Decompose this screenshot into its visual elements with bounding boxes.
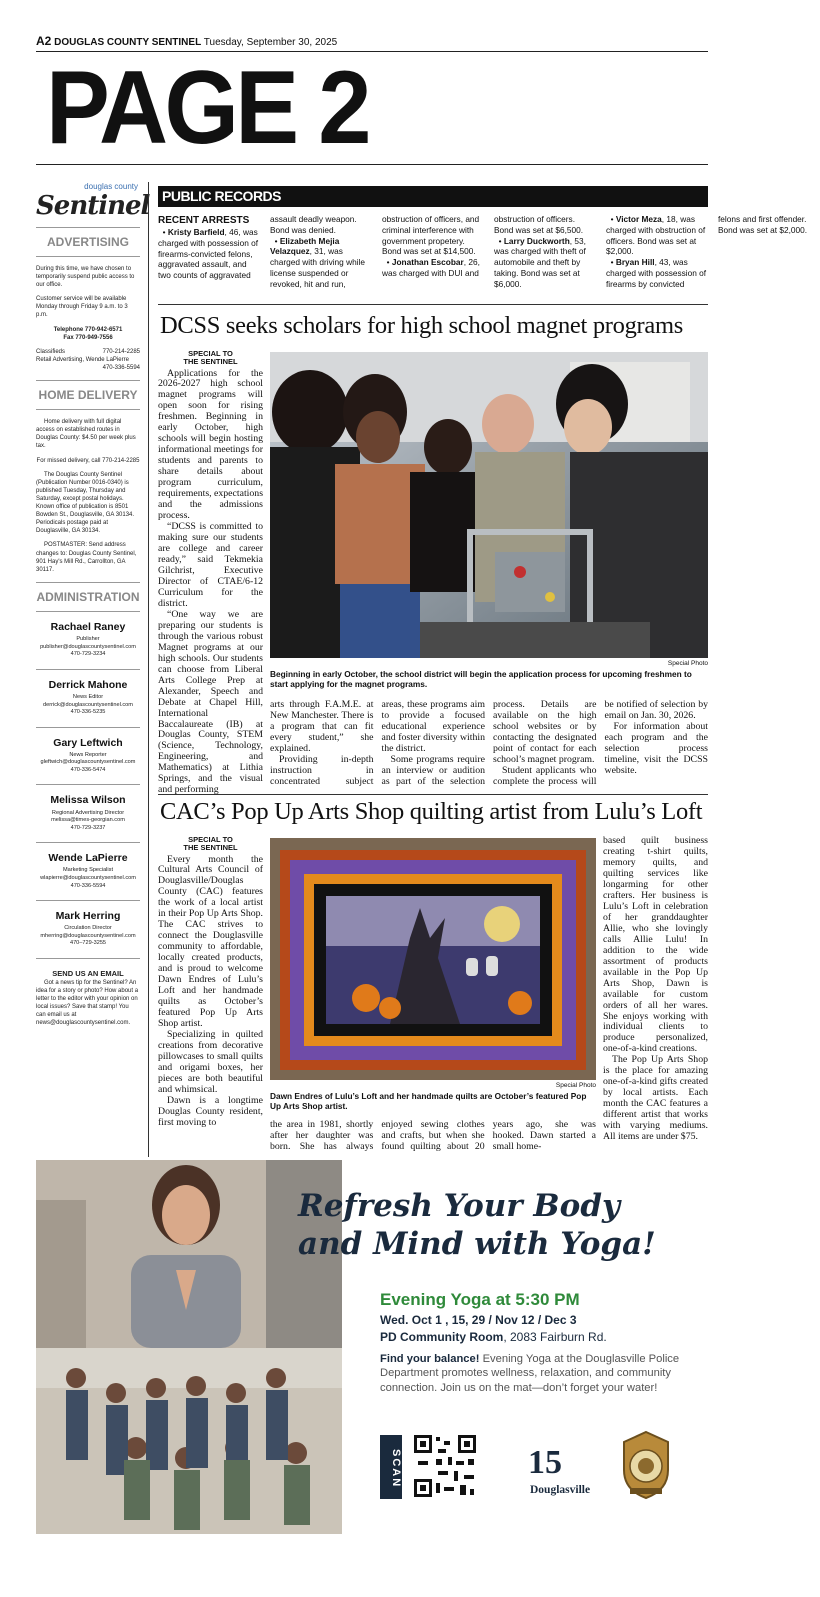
douglasville-logo-text: Douglasville: [530, 1484, 591, 1496]
staff-name: Mark Herring: [55, 910, 121, 923]
publication-info: The Douglas County Sentinel (Publication Number 0016-0340) is published Tuesday, Thursday and Saturday, except postal holidays. Known office of publication is 8501 Bowden St., Douglasville, GA 30134. Periodicals postage paid at Douglasville, GA 30134.: [36, 471, 135, 535]
public-records-banner: PUBLIC RECORDS: [158, 186, 708, 207]
police-badge-icon: [620, 1430, 672, 1500]
staff-email[interactable]: publisher@douglascountysentinel.com: [40, 643, 136, 650]
header-divider: [36, 164, 708, 165]
staff-entry: [36, 901, 140, 959]
staff-entry: [36, 728, 140, 786]
police-badge-graphic: [620, 1430, 672, 1500]
ad-event-time: Evening Yoga at 5:30 PM: [380, 1290, 580, 1309]
yoga-group-photo: [36, 1348, 342, 1534]
arrest-text: , 26, was charged with DUI and obstruction of officers. Bond was set at $6,500.: [382, 214, 584, 278]
students-robotics-photo: [270, 352, 708, 658]
page-title: PAGE 2: [46, 50, 368, 166]
students-robotics-image: [270, 352, 708, 658]
advertising-notice: During this time, we have chosen to temporarily suspend public access to our office.: [36, 265, 135, 289]
story1-paragraph: For information about each program and the selection process timeline, visit the DCSS website.: [604, 720, 708, 776]
staff-entry: [36, 612, 140, 670]
staff-phone: 470–729-3255: [69, 940, 107, 947]
missed-delivery: For missed delivery, call 770-214-2285: [36, 457, 140, 464]
arrest-entry: • Jonathan Escobar, 26, was charged with DUI and obstruction of officers. Bond was set at $6,500.: [382, 214, 584, 278]
ad-description-text: Evening Yoga at the Douglasville Police Department promotes wellness, relaxation, and community connection. Join us on the mat—don’t forget your water!: [380, 1353, 680, 1394]
halloween-quilt-image: [270, 838, 596, 1080]
arrest-entry: • Larry Duckworth, 53, was charged with theft of automobile and theft by taking. Bond was set at $6,000.: [494, 235, 586, 289]
story2-paragraph: The Pop Up Arts Shop is the place for amazing one-of-a-kind gifts created by local artists. Each month the CAC features a different artist that works with varying mediums. All items are under $75.: [603, 1054, 708, 1143]
arrest-text: , 46, was charged with possession of firearms-convicted felons, aggravated assault, and two counts of aggravated assault deadly weapon. Bond was denied.: [158, 214, 357, 281]
staff-title: News Reporter: [69, 751, 107, 758]
staff-email[interactable]: mherring@douglascountysentinel.com: [40, 932, 136, 939]
arrest-entry: • Elizabeth Mejia Velazquez, 31, was charged with driving while license suspended or revoked, hit and run, obstruction of officers, and criminal interference with government propetery. Bond was set at $14,500.: [270, 214, 480, 289]
staff-email[interactable]: gleftwich@douglascountysentinel.com: [40, 759, 136, 766]
arrest-entry: • Kristy Barfield, 46, was charged with possession of firearms-convicted felons, aggravated assault, and two counts of aggravated assault deadly weapon. Bond was denied.: [158, 214, 357, 281]
staff-title: News Editor: [72, 693, 104, 700]
retail-label: Retail Advertising, Wende LaPierre: [36, 356, 129, 363]
story2-paragraph: based quilt business creating t-shirt quilts, memory quilts, and quilting services like longarming for other crafters. Her business is Lulu’s Loft in celebration of her granddaughter Allie, who she lovingly calls Allie Lulu! In addition to the wide assortment of products available in the Pop Up Arts Shop, Dawn is available for custom orders of all her wares. She enjoys working with individual clients to produce personalized, one-of-a-kind creations.: [603, 835, 708, 1055]
story1-paragraph: “DCSS is committed to making sure our students are college and career ready,” said Tekmekia Gilchrist, Executive Director of CTAE/6-12 Curriculum for the district.: [158, 521, 263, 609]
ad-description: [380, 1352, 690, 1395]
ad-location-name: PD Community Room: [380, 1330, 504, 1344]
ad-headline: [298, 1188, 718, 1264]
staff-name: Melissa Wilson: [50, 794, 126, 807]
scan-label: SCAN: [380, 1435, 402, 1499]
arrest-text: , 31, was charged with driving while license suspended or revoked, hit and run, obstruction of officers, and criminal interference with government propetery. Bond was set at $14,500.: [270, 214, 480, 289]
story1-byline-1: SPECIAL TO: [188, 349, 233, 358]
arrest-name: Jonathan Escobar: [391, 257, 464, 268]
staff-title: Regional Advertising Director: [51, 809, 125, 816]
issue-date: Tuesday, September 30, 2025: [203, 37, 338, 48]
recent-arrests-heading: RECENT ARRESTS: [158, 215, 250, 226]
staff-entry: [36, 785, 140, 843]
story1-paragraph: arts through F.A.M.E. at New Manchester. There is a program that can fit every student,” she explained.: [270, 699, 374, 754]
story2-paragraph: the area in 1981, shortly after her daughter was born. She has always enjoyed sewing clothes and crafts, but when she found quilting about 20 years ago, she was hooked. Dawn started a small home-: [270, 1119, 596, 1152]
classifieds-line: [36, 348, 140, 356]
staff-phone: 470-336-5474: [70, 766, 106, 773]
retail-phone: 470-336-5594: [102, 364, 140, 371]
paper-name: DOUGLAS COUNTY SENTINEL: [54, 37, 202, 48]
yoga-group-image: [36, 1348, 342, 1534]
arrest-text: , 53, was charged with theft of automobile and theft by taking. Bond was set at $6,000.: [494, 235, 586, 289]
email-heading: SEND US AN EMAIL: [52, 968, 124, 978]
arrest-name: Victor Meza: [615, 214, 662, 224]
customer-service-hours: Customer service will be available Monday through Friday 9 a.m. to 3 p.m.: [36, 296, 128, 319]
arrest-text: , 18, was charged with obstruction of officers. Bond was set at $2,000.: [606, 214, 706, 257]
staff-phone: 470-336-5594: [70, 882, 106, 889]
public-records-body: [158, 214, 808, 300]
staff-name: Gary Leftwich: [53, 736, 123, 749]
logo-tagline: douglas county: [84, 182, 138, 191]
story1-byline-2: THE SENTINEL: [183, 357, 238, 367]
story2-paragraph: Every month the Cultural Arts Council of Douglasville/Douglas County (CAC) features the work of a local artist in their Pop Up Arts Shop. The CAC strives to connect the Douglasville community to affordable, locally created products, and is proud to welcome Dawn Endres of Lulu’s Loft and her handmade quilts as October’s featured Pop Up Arts Shop artist.: [158, 853, 263, 1030]
administration-heading: ADMINISTRATION: [36, 582, 140, 612]
staff-entry: [36, 843, 140, 901]
story1-paragraph: “One way we are preparing our students is through the various robust Magnet programs at our high schools. Our students can choose from Liberal Arts College Prep at Alexander, Speech and Debate at Chapel Hill, International Baccalaureate (IB) at Douglas County, STEM (Science, Technology, Engineering, and Mathematics) at Lithia Springs, and the visual and performing: [158, 608, 263, 796]
staff-name: Derrick Mahone: [48, 678, 128, 691]
story2-headline[interactable]: CAC’s Pop Up Arts Shop quilting artist from Lulu’s Loft: [160, 798, 703, 825]
section-divider: [158, 794, 708, 795]
classifieds-label: Classifieds: [36, 348, 66, 355]
story1-caption: Beginning in early October, the school district will begin the application process for upcoming freshmen to start applying for the magnet programs.: [270, 669, 692, 690]
email-body: Got a news tip for the Sentinel? An idea for a story or photo? How about a letter to the editor with your opinion on local issues? Save that stamp! You can email us at news@douglascountysentinel.com.: [36, 979, 139, 1027]
arrest-entry: • Victor Meza, 18, was charged with obstruction of officers. Bond was set at $2,000.: [606, 214, 706, 257]
fax: Fax 770-949-7556: [63, 334, 113, 341]
yoga-woman-image: [36, 1160, 342, 1348]
story1-first-column: [158, 349, 264, 796]
sentinel-logo: Sentinel: [36, 190, 150, 221]
yoga-woman-photo: [36, 1160, 342, 1348]
story2-paragraph: Specializing in quilted creations from decorative pillowcases to small quilts and origami boxes, her pieces are both beautiful and whimsical.: [158, 1029, 263, 1095]
staff-phone: 470-336-5235: [70, 709, 106, 716]
story2-photo-credit: Special Photo: [555, 1082, 596, 1089]
arrest-text: , 43, was charged with possession of firearms by convicted felons and first offender. Bond was set at $2,000.: [606, 214, 808, 289]
ad-description-lead: Find your balance!: [380, 1353, 480, 1365]
qr-code-graphic: [414, 1435, 476, 1497]
staff-name: Rachael Raney: [50, 620, 126, 633]
staff-email[interactable]: melissa@times-georgian.com: [51, 817, 125, 824]
story1-paragraph: Some programs require an interview or audition as part of the selection process. Details are available on the high school websites or by contacting the designated point of contact for each school’s magnet program.: [381, 699, 597, 787]
arrest-name: Bryan Hill: [615, 257, 655, 268]
story1-continued-columns: [270, 700, 708, 790]
ad-dates: Wed. Oct 1 , 15, 29 / Nov 12 / Dec 3: [380, 1313, 577, 1327]
qr-code-icon[interactable]: [414, 1435, 476, 1497]
ad-location-address: , 2083 Fairburn Rd.: [503, 1330, 607, 1344]
sidebar: [36, 182, 150, 1157]
ad-headline-line1: Refresh Your Body: [298, 1188, 621, 1224]
story2-byline-1: SPECIAL TO: [188, 835, 233, 844]
story2-continued-columns: [270, 1120, 596, 1156]
home-delivery-heading: HOME DELIVERY: [36, 380, 140, 410]
story2-caption: Dawn Endres of Lulu’s Loft and her handmade quilts are October’s featured Pop Up Arts Shop artist.: [270, 1091, 587, 1112]
arrest-name: Larry Duckworth: [503, 235, 570, 246]
staff-phone: 470-729-3237: [70, 824, 106, 831]
staff-title: Circulation Director: [64, 925, 112, 932]
arrest-entry: • Bryan Hill, 43, was charged with possession of firearms by convicted felons and first offender. Bond was set at $2,000.: [606, 214, 808, 289]
page-code: A2: [36, 34, 52, 48]
douglasville-15-logo: 15: [528, 1444, 562, 1481]
story1-photo-credit: Special Photo: [667, 660, 708, 667]
story1-paragraph: Providing in-depth instruction in concentrated subject areas, these programs aim to provide a focused educational experience and foster diversity within the district.: [270, 699, 485, 787]
story2-paragraph: Dawn is a longtime Douglas County resident, first moving to: [158, 1094, 263, 1128]
staff-email[interactable]: wlapierre@douglascountysentinel.com: [40, 874, 136, 881]
classifieds-phone: 770-214-2285: [102, 348, 140, 355]
delivery-rates: Home delivery with full digital access on established routes in Douglas County: $4.50 per week plus tax.: [36, 419, 136, 450]
ad-location: [380, 1330, 607, 1344]
staff-name: Wende LaPierre: [48, 852, 128, 865]
ad-headline-line2: and Mind with Yoga!: [298, 1225, 656, 1262]
staff-phone: 470-729-3234: [70, 651, 106, 658]
arrest-name: Kristy Barfield: [167, 227, 225, 237]
staff-email[interactable]: derrick@douglascountysentinel.com: [43, 701, 133, 708]
staff-title: Publisher: [76, 636, 100, 643]
story2-right-column: [603, 836, 708, 1156]
postmaster-info: POSTMASTER: Send address changes to: Douglas County Sentinel, 901 Hay's Mill Rd., Carrollton, GA 30117.: [36, 542, 137, 573]
staff-title: Marketing Specialist: [62, 867, 114, 874]
story2-first-column: [158, 836, 263, 1156]
story2-byline-2: THE SENTINEL: [183, 843, 238, 853]
story1-headline[interactable]: DCSS seeks scholars for high school magnet programs: [160, 312, 683, 339]
telephone: Telephone 770-942-6571: [53, 326, 123, 333]
arrest-name: Elizabeth Mejia Velazquez: [270, 235, 340, 257]
story1-paragraph: Applications for the 2026-2027 high school magnet programs will open soon for rising freshmen. Beginning in early October, high schools will begin hosting informational meetings for students and parents to share details about program curriculum, requirements, expectations and the admissions process.: [158, 367, 264, 522]
advertising-heading: ADVERTISING: [36, 227, 140, 257]
quilt-photo: [270, 838, 596, 1080]
column-divider: [148, 182, 149, 1157]
staff-entry: [36, 670, 140, 728]
section-divider: [158, 304, 708, 305]
story1-paragraph: Student applicants who complete the process will be notified of selection by email on Jan. 30, 2026.: [493, 699, 708, 787]
